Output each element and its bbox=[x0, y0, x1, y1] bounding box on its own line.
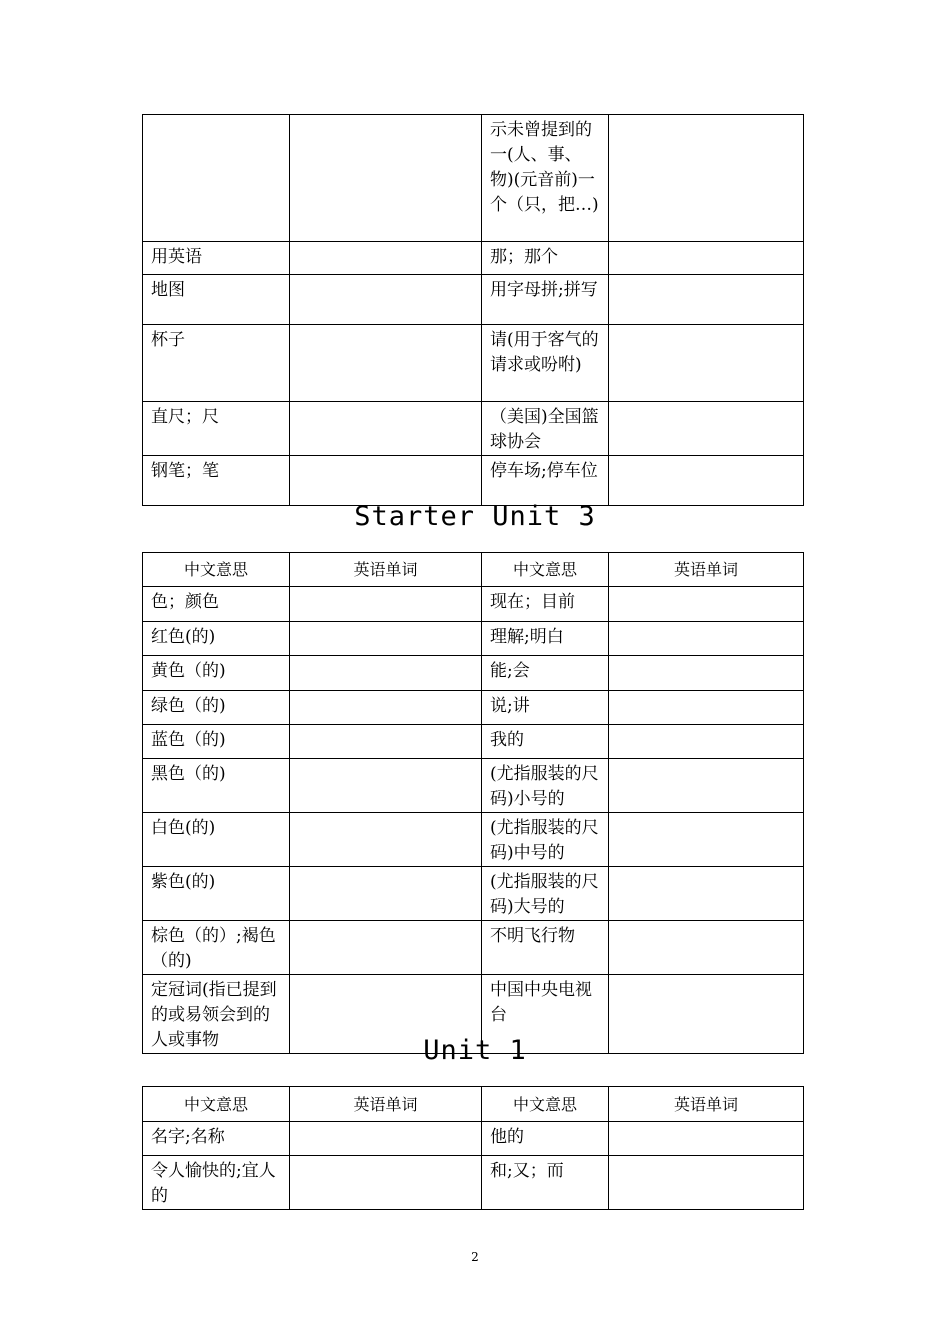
cell-chinese: 蓝色（的) bbox=[143, 725, 290, 759]
header-english: 英语单词 bbox=[290, 1087, 482, 1122]
cell-chinese: 直尺；尺 bbox=[143, 402, 290, 456]
header-english: 英语单词 bbox=[609, 553, 804, 587]
cell-chinese: 钢笔；笔 bbox=[143, 456, 290, 506]
cell-chinese: 用英语 bbox=[143, 242, 290, 275]
table-header-row bbox=[143, 1087, 804, 1122]
table-row bbox=[143, 759, 804, 813]
cell-chinese: 红色(的) bbox=[143, 622, 290, 656]
cell-chinese: 我的 bbox=[482, 725, 609, 759]
table-row bbox=[143, 622, 804, 656]
cell-english bbox=[290, 813, 482, 867]
cell-chinese: 白色(的) bbox=[143, 813, 290, 867]
cell-english bbox=[609, 402, 804, 456]
cell-english bbox=[290, 656, 482, 691]
table-row bbox=[143, 115, 804, 242]
section-title-starter-unit-3: Starter Unit 3 bbox=[354, 501, 596, 532]
table-row bbox=[143, 325, 804, 402]
cell-chinese: 理解;明白 bbox=[482, 622, 609, 656]
cell-english bbox=[609, 725, 804, 759]
table-header-row bbox=[143, 553, 804, 587]
cell-english bbox=[609, 325, 804, 402]
header-english: 英语单词 bbox=[609, 1087, 804, 1122]
cell-english bbox=[290, 456, 482, 506]
vocab-table-starter-unit-3 bbox=[142, 552, 804, 1054]
cell-chinese: 定冠词(指已提到的或易领会到的人或事物 bbox=[143, 975, 290, 1054]
cell-english bbox=[609, 456, 804, 506]
header-chinese: 中文意思 bbox=[482, 553, 609, 587]
cell-chinese: 黄色（的) bbox=[143, 656, 290, 691]
table-row bbox=[143, 656, 804, 691]
cell-english bbox=[290, 275, 482, 325]
cell-chinese: (尤指服装的尺码)中号的 bbox=[482, 813, 609, 867]
table-row bbox=[143, 456, 804, 506]
cell-chinese: 说;讲 bbox=[482, 691, 609, 725]
cell-chinese: 绿色（的) bbox=[143, 691, 290, 725]
cell-chinese: (尤指服装的尺码)大号的 bbox=[482, 867, 609, 921]
table-row bbox=[143, 867, 804, 921]
cell-chinese: 色；颜色 bbox=[143, 587, 290, 622]
vocab-table-unit-1 bbox=[142, 1086, 804, 1210]
cell-english bbox=[290, 867, 482, 921]
cell-chinese: 请(用于客气的请求或吩咐) bbox=[482, 325, 609, 402]
table-row bbox=[143, 242, 804, 275]
cell-english bbox=[290, 1156, 482, 1210]
cell-chinese: 那；那个 bbox=[482, 242, 609, 275]
cell-english bbox=[609, 691, 804, 725]
cell-english bbox=[290, 242, 482, 275]
table-row bbox=[143, 1122, 804, 1156]
header-chinese: 中文意思 bbox=[143, 553, 290, 587]
cell-chinese: 用字母拼;拼写 bbox=[482, 275, 609, 325]
cell-chinese: 名字;名称 bbox=[143, 1122, 290, 1156]
cell-english bbox=[609, 921, 804, 975]
cell-english bbox=[609, 622, 804, 656]
cell-english bbox=[609, 115, 804, 242]
cell-chinese: 示未曾提到的一(人、事、物)(元音前)一个（只，把…) bbox=[482, 115, 609, 242]
cell-english bbox=[290, 921, 482, 975]
table-row bbox=[143, 1156, 804, 1210]
cell-english bbox=[609, 242, 804, 275]
header-chinese: 中文意思 bbox=[143, 1087, 290, 1122]
cell-english bbox=[609, 759, 804, 813]
cell-chinese: 和;又；而 bbox=[482, 1156, 609, 1210]
cell-english bbox=[609, 587, 804, 622]
cell-english bbox=[290, 115, 482, 242]
cell-chinese: 令人愉快的;宜人的 bbox=[143, 1156, 290, 1210]
table-row bbox=[143, 813, 804, 867]
cell-chinese: 杯子 bbox=[143, 325, 290, 402]
cell-chinese: 他的 bbox=[482, 1122, 609, 1156]
cell-chinese: (尤指服装的尺码)小号的 bbox=[482, 759, 609, 813]
cell-english bbox=[290, 587, 482, 622]
cell-english bbox=[290, 325, 482, 402]
cell-english bbox=[290, 725, 482, 759]
table-row bbox=[143, 402, 804, 456]
cell-english bbox=[609, 1122, 804, 1156]
cell-english bbox=[609, 867, 804, 921]
cell-chinese: 中国中央电视台 bbox=[482, 975, 609, 1054]
cell-chinese: 不明飞行物 bbox=[482, 921, 609, 975]
vocab-table-continued bbox=[142, 114, 804, 506]
table-row bbox=[143, 691, 804, 725]
cell-english bbox=[609, 275, 804, 325]
cell-chinese: （美国)全国篮球协会 bbox=[482, 402, 609, 456]
table-row bbox=[143, 921, 804, 975]
cell-chinese: 能;会 bbox=[482, 656, 609, 691]
cell-english bbox=[290, 691, 482, 725]
header-chinese: 中文意思 bbox=[482, 1087, 609, 1122]
cell-chinese bbox=[143, 115, 290, 242]
cell-english bbox=[290, 402, 482, 456]
cell-chinese: 黑色（的) bbox=[143, 759, 290, 813]
cell-chinese: 紫色(的) bbox=[143, 867, 290, 921]
cell-chinese: 现在；目前 bbox=[482, 587, 609, 622]
cell-english bbox=[609, 1156, 804, 1210]
cell-english bbox=[609, 813, 804, 867]
cell-english bbox=[290, 1122, 482, 1156]
cell-english bbox=[290, 622, 482, 656]
cell-english bbox=[609, 656, 804, 691]
cell-english bbox=[290, 759, 482, 813]
cell-chinese: 地图 bbox=[143, 275, 290, 325]
table-row bbox=[143, 275, 804, 325]
table-row bbox=[143, 725, 804, 759]
cell-chinese: 棕色（的）;褐色（的) bbox=[143, 921, 290, 975]
cell-chinese: 停车场;停车位 bbox=[482, 456, 609, 506]
table-row bbox=[143, 587, 804, 622]
section-title-unit-1: Unit 1 bbox=[423, 1035, 527, 1066]
page-number: 2 bbox=[471, 1250, 479, 1264]
header-english: 英语单词 bbox=[290, 553, 482, 587]
